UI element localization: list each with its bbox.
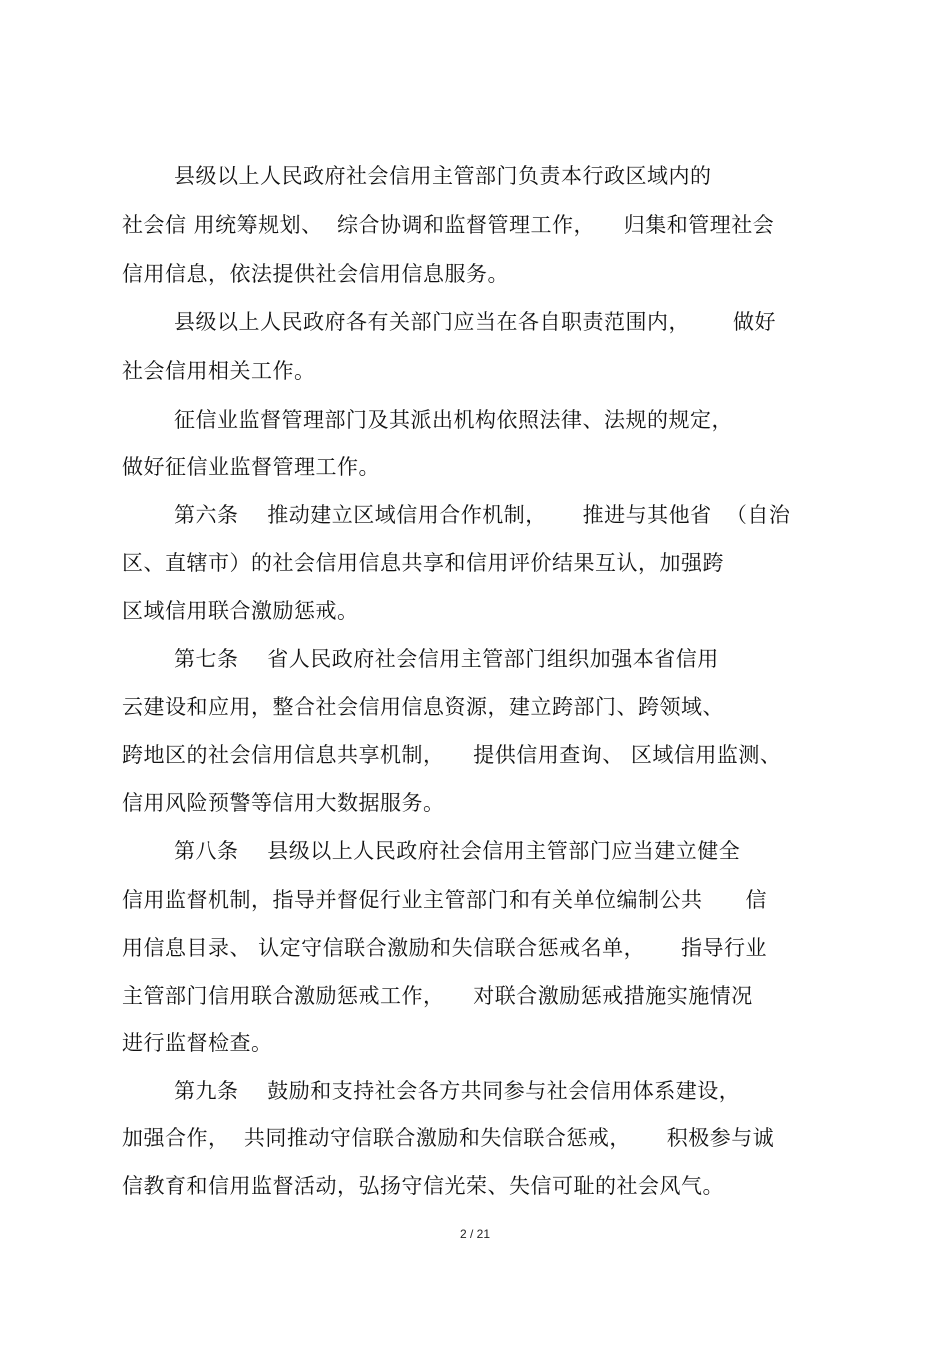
text-line: 信用监督机制，指导并督促行业主管部门和有关单位编制公共 信 <box>122 888 768 912</box>
text-line: 主管部门信用联合激励惩戒工作， 对联合激励惩戒措施实施情况 <box>122 984 753 1008</box>
text-line: 加强合作， 共同推动守信联合激励和失信联合惩戒， 积极参与诚 <box>122 1126 775 1150</box>
text-line: 进行监督检查。 <box>122 1031 273 1055</box>
article-6-start: 第六条 推动建立区域信用合作机制， 推进与其他省 （自治 <box>174 503 791 527</box>
text-line: 社会信用相关工作。 <box>122 359 316 383</box>
article-8-start: 第八条 县级以上人民政府社会信用主管部门应当建立健全 <box>174 839 741 863</box>
page-indicator: 2 / 21 <box>459 1227 491 1241</box>
text-line: 征信业监督管理部门及其派出机构依照法律、法规的规定， <box>174 408 733 432</box>
text-line: 用信息目录、 认定守信联合激励和失信联合惩戒名单， 指导行业 <box>122 936 768 960</box>
text-line: 信教育和信用监督活动，弘扬守信光荣、失信可耻的社会风气。 <box>122 1174 724 1198</box>
text-line: 区、直辖市）的社会信用信息共享和信用评价结果互认，加强跨 <box>122 551 724 575</box>
article-9-start: 第九条 鼓励和支持社会各方共同参与社会信用体系建设， <box>174 1079 741 1103</box>
text-line: 信用风险预警等信用大数据服务。 <box>122 791 445 815</box>
text-line: 社会信 用统筹规划、 综合协调和监督管理工作， 归集和管理社会 <box>122 213 775 237</box>
text-line: 县级以上人民政府社会信用主管部门负责本行政区域内的 <box>174 164 712 188</box>
text-line: 云建设和应用，整合社会信用信息资源，建立跨部门、跨领域、 <box>122 695 724 719</box>
text-line: 信用信息，依法提供社会信用信息服务。 <box>122 262 509 286</box>
text-line: 县级以上人民政府各有关部门应当在各自职责范围内， 做好 <box>174 310 777 334</box>
text-line: 跨地区的社会信用信息共享机制， 提供信用查询、 区域信用监测、 <box>122 743 782 767</box>
article-7-start: 第七条 省人民政府社会信用主管部门组织加强本省信用 <box>174 647 719 671</box>
text-line: 区域信用联合激励惩戒。 <box>122 599 359 623</box>
text-line: 做好征信业监督管理工作。 <box>122 455 380 479</box>
